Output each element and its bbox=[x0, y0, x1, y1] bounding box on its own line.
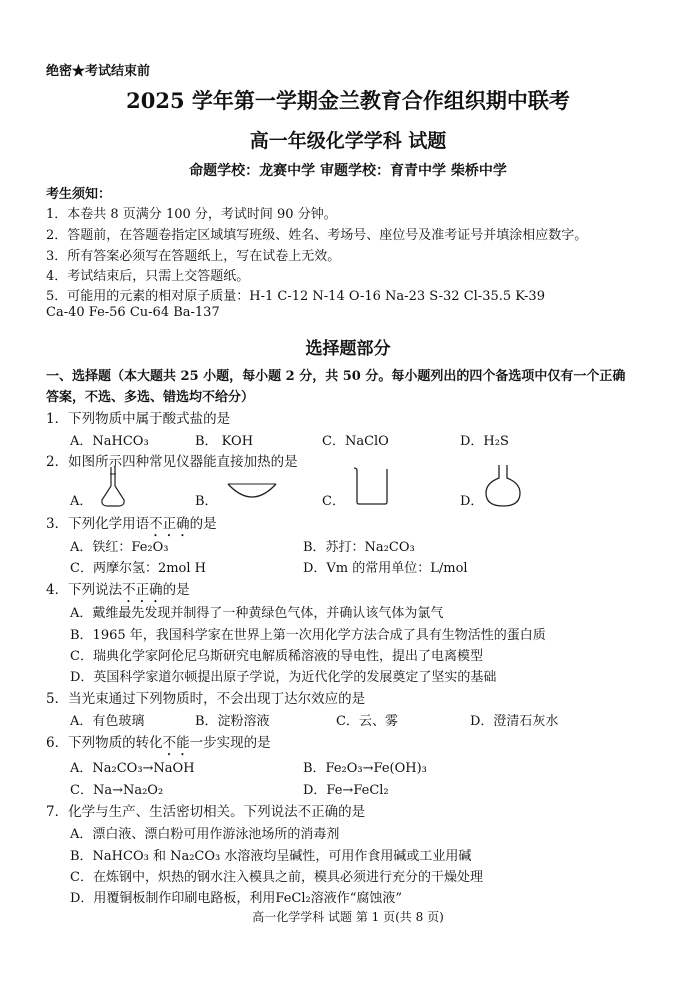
q4-option-d: D．英国科学家道尔顿提出原子学说，为近代化学的发展奠定了坚实的基础 bbox=[70, 670, 497, 685]
notice-item: 4．考试结束后，只需上交答题纸。 bbox=[46, 269, 250, 284]
part-header: 一、选择题（本大题共 25 小题，每小题 2 分，共 50 分。每小题列出的四个备选项中仅有一个正确 bbox=[46, 369, 626, 384]
q3-option-a: A．铁红：Fe₂O₃ bbox=[70, 540, 169, 555]
q7-option-c: C．在炼钢中，炽热的钢水注入模具之前，模具必须进行充分的干燥处理 bbox=[70, 870, 483, 885]
section-title: 选择题部分 bbox=[305, 339, 391, 359]
notice-item: Ca-40 Fe-56 Cu-64 Ba-137 bbox=[46, 305, 220, 320]
q5-option-d: D．澄清石灰水 bbox=[470, 714, 559, 729]
q2-option-a: A． bbox=[70, 494, 93, 509]
q6-option-d: D．Fe→FeCl₂ bbox=[303, 783, 389, 798]
confidential-label: 绝密★考试结束前 bbox=[46, 64, 151, 79]
question-6-stem: 6．下列物质的转化不能一步实现的是 bbox=[46, 735, 271, 751]
q7-option-a: A．漂白液、漂白粉可用作游泳池场所的消毒剂 bbox=[70, 827, 340, 842]
q6-option-a: A．Na₂CO₃→NaOH bbox=[70, 761, 195, 776]
volumetric-flask-icon bbox=[98, 466, 128, 508]
page-footer: 高一化学学科 试题 第 1 页(共 8 页) bbox=[252, 910, 444, 924]
q7-option-b: B．NaHCO₃ 和 Na₂CO₃ 水溶液均呈碱性，可用作食用碱或工业用碱 bbox=[70, 849, 472, 864]
q3-option-c: C．两摩尔氢：2mol H bbox=[70, 561, 206, 576]
notice-item: 3．所有答案必须写在答题纸上，写在试卷上无效。 bbox=[46, 249, 341, 264]
question-1-stem: 1．下列物质中属于酸式盐的是 bbox=[46, 411, 231, 427]
q6-option-b: B．Fe₂O₃→Fe(OH)₃ bbox=[303, 761, 427, 776]
q5-option-b: B．淀粉溶液 bbox=[195, 714, 270, 729]
q2-option-c: C． bbox=[322, 494, 345, 509]
notice-item: 5．可能用的元素的相对原子质量：H-1 C-12 N-14 O-16 Na-23 S-32 Cl-35.5 K-39 bbox=[46, 289, 545, 304]
q6-option-c: C．Na→Na₂O₂ bbox=[70, 783, 164, 798]
question-3-stem: 3．下列化学用语不正确的是 bbox=[46, 516, 217, 532]
exam-subtitle: 高一年级化学学科 试题 bbox=[249, 130, 447, 152]
notice-item: 1．本卷共 8 页满分 100 分，考试时间 90 分钟。 bbox=[46, 207, 337, 222]
q1-option-c: C．NaClO bbox=[322, 434, 389, 449]
question-5-stem: 5．当光束通过下列物质时，不会出现丁达尔效应的是 bbox=[46, 691, 366, 707]
schools-line: 命题学校：龙赛中学 审题学校：育青中学 柴桥中学 bbox=[189, 163, 507, 179]
q5-option-c: C．云、雾 bbox=[336, 714, 398, 729]
q4-option-b: B．1965 年，我国科学家在世界上第一次用化学方法合成了具有生物活性的蛋白质 bbox=[70, 628, 546, 643]
q4-option-a: A．戴维最先发现并制得了一种黄绿色气体，并确认该气体为氯气 bbox=[70, 606, 444, 621]
q4-option-c: C．瑞典化学家阿伦尼乌斯研究电解质稀溶液的导电性，提出了电离模型 bbox=[70, 649, 483, 664]
question-4-stem: 4．下列说法不正确的是 bbox=[46, 582, 190, 598]
q1-option-a: A．NaHCO₃ bbox=[70, 434, 149, 449]
q3-option-d: D．Vm 的常用单位：L/mol bbox=[303, 561, 468, 576]
beaker-icon bbox=[352, 466, 390, 506]
notice-item: 2．答题前，在答题卷指定区域填写班级、姓名、考场号、座位号及准考证号并填涂相应数字。 bbox=[46, 228, 588, 243]
round-bottom-flask-icon bbox=[484, 464, 522, 508]
part-header-line2: 答案，不选、多选、错选均不给分） bbox=[46, 390, 255, 405]
notice-heading: 考生须知： bbox=[46, 187, 112, 202]
q7-option-d: D．用覆铜板制作印刷电路板，利用FeCl₂溶液作“腐蚀液” bbox=[70, 891, 403, 906]
q3-option-b: B．苏打：Na₂CO₃ bbox=[303, 540, 415, 555]
q1-option-b: B． KOH bbox=[195, 434, 254, 449]
evaporating-dish-icon bbox=[226, 480, 278, 504]
q5-option-a: A．有色玻璃 bbox=[70, 714, 145, 729]
q2-option-d: D． bbox=[460, 494, 484, 509]
q1-option-d: D．H₂S bbox=[460, 434, 509, 449]
question-7-stem: 7．化学与生产、生活密切相关。下列说法不正确的是 bbox=[46, 804, 366, 820]
q2-option-b: B． bbox=[195, 494, 218, 509]
question-2-stem: 2．如图所示四种常见仪器能直接加热的是 bbox=[46, 454, 298, 470]
exam-title: 2025 学年第一学期金兰教育合作组织期中联考 bbox=[126, 88, 570, 113]
